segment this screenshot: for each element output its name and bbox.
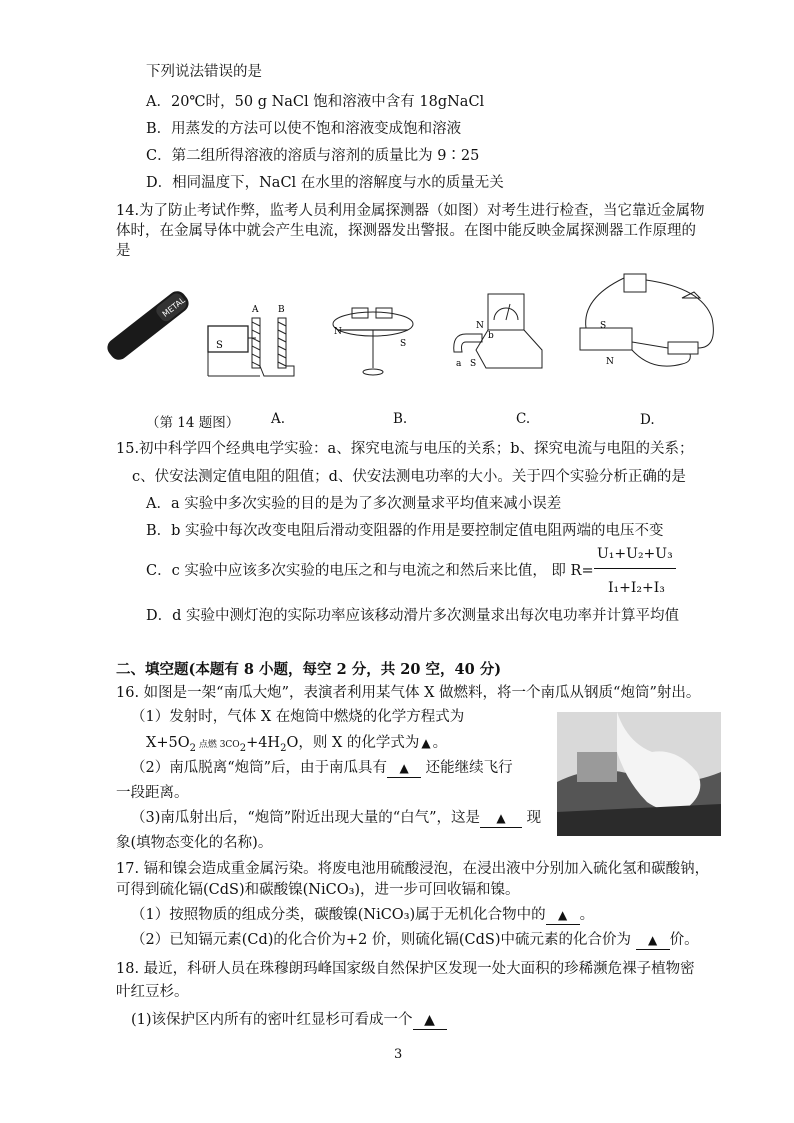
q13-option-a: A．20℃时，50 g NaCl 饱和溶液中含有 18gNaCl	[146, 94, 485, 110]
q14-line1: 14.为了防止考试作弊，监考人员利用金属探测器（如图）对考生进行检查，当它靠近金属物	[116, 203, 705, 219]
q13-option-b: B．用蒸发的方法可以使不饱和溶液变成饱和溶液	[146, 121, 462, 137]
q15-line1: 15.初中科学四个经典电学实验：a、探究电流与电压的关系；b、探究电流与电阻的关系；	[116, 441, 694, 457]
answer-blank: ▲	[421, 736, 431, 750]
svg-text:S: S	[400, 339, 407, 349]
svg-text:S: S	[470, 359, 477, 369]
fraction-bar	[594, 568, 676, 569]
q15-line2: c、伏安法测定值电阻的阻值；d、伏安法测电功率的大小。关于四个实验分析正确的是	[132, 469, 686, 485]
q16-part3-a: （3)南瓜射出后，“炮筒”附近出现大量的“白气”，这是 ▲ 现	[131, 810, 541, 828]
pumpkin-cannon-photo	[557, 712, 721, 836]
q17-part2: （2）已知镉元素(Cd)的化合价为+2 价，则硫化镉(CdS)中硫元素的化合价为 ▲ 价。	[131, 932, 699, 950]
figure-c-induction	[446, 290, 551, 380]
q15-option-b: B．b 实验中每次改变电阻后滑动变阻器的作用是要控制定值电阻两端的电压不变	[146, 523, 664, 539]
svg-text:N: N	[606, 357, 614, 367]
figure-d-motor	[572, 268, 722, 380]
figure-b-oersted	[328, 302, 418, 382]
q18-line2: 叶红豆杉。	[116, 984, 189, 1000]
q13-option-d: D．相同温度下，NaCl 在水里的溶解度与水的质量无关	[146, 175, 504, 191]
svg-text:A: A	[252, 305, 259, 315]
detector-label: METAL	[160, 295, 187, 319]
resistance-fraction-numerator: U₁+U₂+U₃	[597, 546, 673, 562]
q13-option-c: C．第二组所得溶液的溶质与溶剂的质量比为 9∶25	[146, 148, 480, 164]
q14-line2: 体时，在金属导体中就会产生电流，探测器发出警报。在图中能反映金属探测器工作原理的	[116, 223, 696, 239]
svg-text:B: B	[278, 305, 285, 315]
q14-line3: 是	[116, 243, 131, 259]
figure-14-caption: （第 14 题图）	[146, 415, 240, 431]
option-c-label: C.	[516, 411, 531, 427]
svg-text:S: S	[216, 340, 223, 351]
q17-part1: （1）按照物质的组成分类，碳酸镍(NiCO₃)属于无机化合物中的 ▲ 。	[131, 907, 594, 925]
svg-text:N: N	[476, 321, 484, 331]
q16-part3-b: 象(填物态变化的名称)。	[116, 835, 273, 851]
q16-line1: 16. 如图是一架“南瓜大炮”，表演者利用某气体 X 做燃料，将一个南瓜从钢质“炮筒”射出。	[116, 685, 701, 701]
page-number: 3	[394, 1047, 403, 1062]
q16-part2-a: （2）南瓜脱离“炮筒”后，由于南瓜具有 ▲ 还能继续飞行	[131, 760, 513, 778]
q15-option-c: C．c 实验中应该多次实验的电压之和与电流之和然后来比值， 即 R=	[146, 563, 594, 579]
svg-text:b: b	[488, 331, 494, 341]
q16-part2-b: 一段距离。	[116, 785, 189, 801]
q16-part1-b: $X+5O_2$ 点燃 $3CO_2+4H_2O$，则 X 的化学式为 ▲ 。	[146, 735, 448, 754]
q17-line1: 17. 镉和镍会造成重金属污染。将废电池用硫酸浸泡，在浸出液中分别加入硫化氢和碳酸钠，	[116, 861, 710, 877]
option-b-label: B.	[393, 411, 408, 427]
q15-option-d: D．d 实验中测灯泡的实际功率应该移动滑片多次测量求出每次电功率并计算平均值	[146, 608, 680, 624]
option-d-label: D.	[640, 412, 655, 428]
section-2-title: 二、填空题(本题有 8 小题，每空 2 分，共 20 空，40 分)	[116, 661, 502, 678]
q17-line2: 可得到硫化镉(CdS)和碳酸镍(NiCO₃)，进一步可回收镉和镍。	[116, 882, 520, 898]
q13-stem: 下列说法错误的是	[146, 64, 262, 80]
resistance-fraction-denominator: I₁+I₂+I₃	[608, 580, 665, 596]
option-a-label: A.	[271, 411, 286, 427]
figure-a-electromagnet	[204, 300, 304, 382]
metal-detector-figure	[92, 270, 202, 380]
svg-text:a: a	[456, 359, 462, 369]
q16-part1-a: （1）发射时，气体 X 在炮筒中燃烧的化学方程式为	[131, 709, 465, 725]
q18-part1: (1)该保护区内所有的密叶红显杉可看成一个 ▲	[131, 1012, 447, 1030]
svg-text:S: S	[600, 321, 607, 331]
svg-text:N: N	[334, 327, 342, 337]
q18-line1: 18. 最近，科研人员在珠穆朗玛峰国家级自然保护区发现一处大面积的珍稀濒危裸子植物密	[116, 961, 695, 977]
q15-option-a: A．a 实验中多次实验的目的是为了多次测量求平均值来减小误差	[146, 496, 562, 512]
